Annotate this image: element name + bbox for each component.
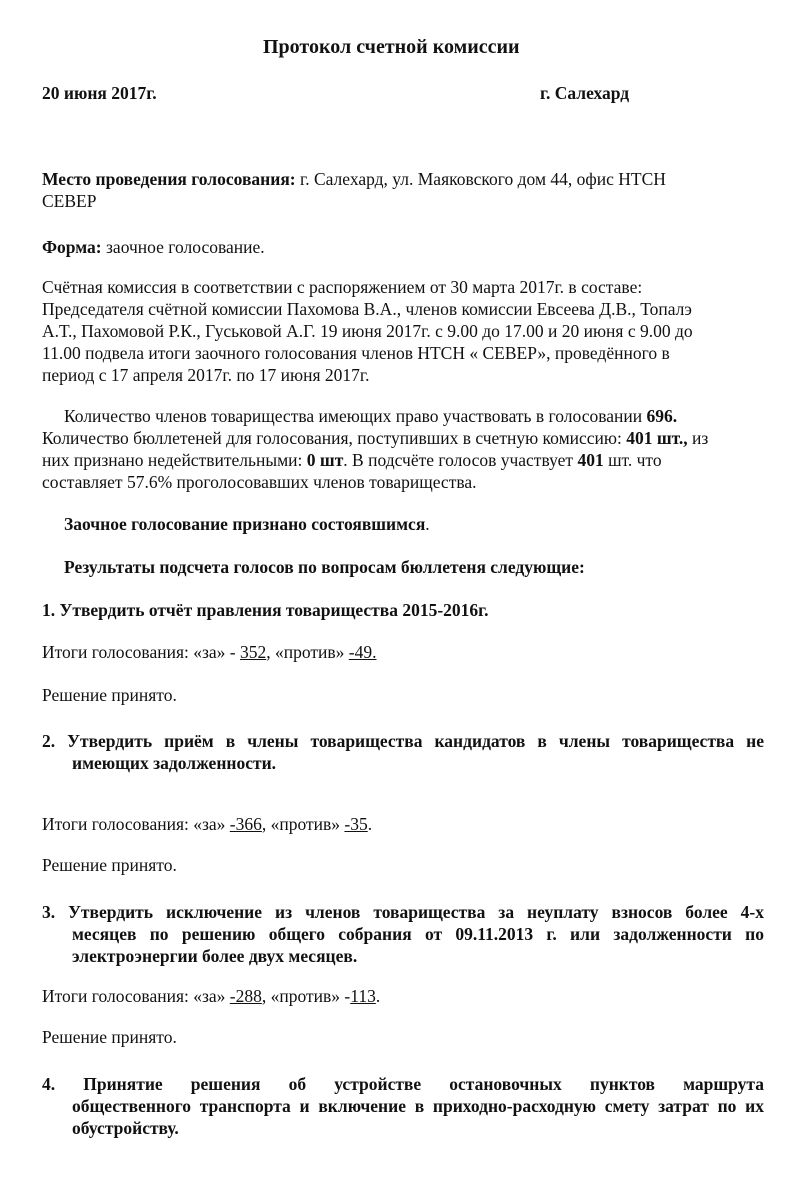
document-date: 20 июня 2017г. xyxy=(42,83,157,103)
form-label: Форма: xyxy=(42,237,102,257)
votes-against: -49. xyxy=(348,642,377,662)
question-4-title-cont: обустройству. xyxy=(72,1118,179,1138)
counts-text: них признано недействительными: xyxy=(42,450,307,470)
votes-for: -366 xyxy=(229,814,262,834)
question-3-results xyxy=(42,985,380,1007)
validity-text: Заочное голосование признано состоявшимся xyxy=(64,514,426,534)
counts-line xyxy=(42,427,708,449)
ballots-received-count: 401 шт., xyxy=(626,428,688,448)
results-end: . xyxy=(367,814,373,834)
question-3-title-cont: месяцев по решению общего собрания от 09.11.2013 г. или задолженности по xyxy=(72,924,764,944)
document-title: Протокол счетной комиссии xyxy=(263,36,520,58)
counts-text: Количество бюллетеней для голосования, поступивших в счетную комиссию: xyxy=(42,428,627,448)
counts-line xyxy=(42,449,662,471)
question-1-results xyxy=(42,641,377,663)
question-3-title: 3. Утвердить исключение из членов товарищества за неуплату взносов более 4-х xyxy=(42,902,764,922)
question-2-results xyxy=(42,813,372,835)
votes-against: -35 xyxy=(344,814,368,834)
votes-against: 113 xyxy=(350,986,376,1006)
results-end: . xyxy=(375,986,381,1006)
validity-dot: . xyxy=(425,514,430,534)
question-2-decision: Решение принято. xyxy=(42,855,177,875)
votes-for: -288 xyxy=(229,986,262,1006)
valid-ballots-count: 401 xyxy=(577,450,604,470)
counts-text: Количество членов товарищества имеющих право участвовать в голосовании xyxy=(64,406,647,426)
results-label: , «против» - xyxy=(261,986,351,1006)
counts-text: из xyxy=(687,428,709,448)
validity-line xyxy=(64,513,430,535)
results-label: Итоги голосования: «за» xyxy=(42,986,230,1006)
eligible-members-count: 696. xyxy=(646,406,678,426)
commission-line: Председателя счётной комиссии Пахомова В.А., членов комиссии Евсеева Д.В., Топалэ xyxy=(42,299,692,319)
votes-for: 352 xyxy=(240,642,267,662)
form-line xyxy=(42,236,265,258)
commission-line: период с 17 апреля 2017г. по 17 июня 2017г. xyxy=(42,365,370,385)
commission-line: Счётная комиссия в соответствии с распоряжением от 30 марта 2017г. в составе: xyxy=(42,277,643,297)
question-2-title: 2. Утвердить приём в члены товарищества кандидатов в члены товарищества не xyxy=(42,731,764,751)
question-3-decision: Решение принято. xyxy=(42,1027,177,1047)
question-3-title-cont: электроэнергии более двух месяцев. xyxy=(72,946,358,966)
results-heading: Результаты подсчета голосов по вопросам бюллетеня следующие: xyxy=(64,557,585,577)
commission-line: А.Т., Пахомовой Р.К., Гуськовой А.Г. 19 июня 2017г. с 9.00 до 17.00 и 20 июня с 9.00 до xyxy=(42,321,693,341)
document-city: г. Салехард xyxy=(540,83,630,103)
place-line-2: СЕВЕР xyxy=(42,191,97,211)
invalid-ballots-count: 0 шт xyxy=(306,450,344,470)
results-label: Итоги голосования: «за» xyxy=(42,814,230,834)
commission-line: 11.00 подвела итоги заочного голосования членов НТСН « СЕВЕР», проведённого в xyxy=(42,343,670,363)
results-label: , «против» xyxy=(266,642,349,662)
results-label: , «против» xyxy=(261,814,345,834)
counts-line xyxy=(64,405,677,427)
results-label: Итоги голосования: «за» - xyxy=(42,642,240,662)
form-value: заочное голосование. xyxy=(101,237,265,257)
place-line xyxy=(42,168,666,190)
counts-text: . В подсчёте голосов участвует xyxy=(343,450,578,470)
place-label: Место проведения голосования: xyxy=(42,169,296,189)
question-2-title-cont: имеющих задолженности. xyxy=(72,753,277,773)
question-4-title-cont: общественного транспорта и включение в приходно-расходную смету затрат по их xyxy=(72,1096,764,1116)
counts-line: составляет 57.6% проголосовавших членов товарищества. xyxy=(42,472,477,492)
question-1-title: 1. Утвердить отчёт правления товарищества 2015-2016г. xyxy=(42,600,489,620)
question-1-decision: Решение принято. xyxy=(42,685,177,705)
counts-text: шт. что xyxy=(603,450,662,470)
question-4-title: 4. Принятие решения об устройстве остановочных пунктов маршрута xyxy=(42,1074,764,1094)
place-value: г. Салехард, ул. Маяковского дом 44, офис НТСН xyxy=(295,169,666,189)
